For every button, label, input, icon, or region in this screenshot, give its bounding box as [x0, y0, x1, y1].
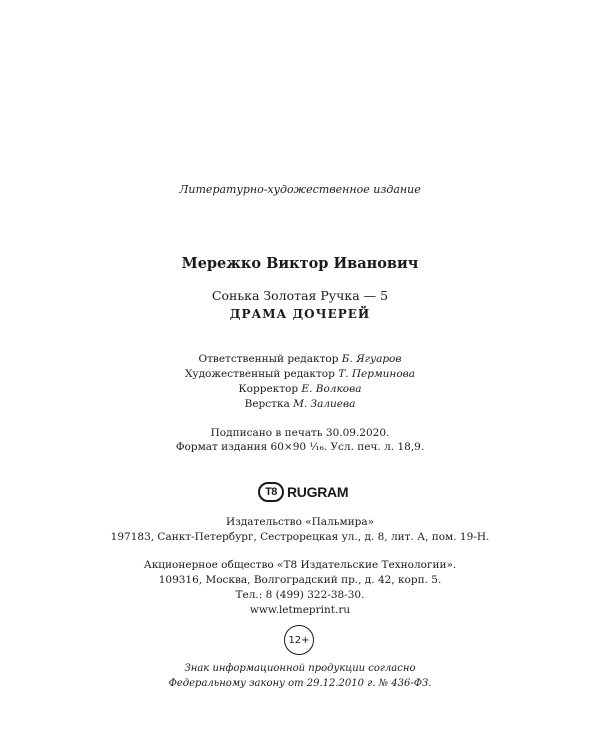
- print-info-block: [0, 426, 600, 454]
- credits-block: [0, 352, 600, 412]
- law-notice-line: Знак информационной продукции согласно: [184, 663, 416, 674]
- credit-role: Корректор: [238, 383, 299, 395]
- age-rating-badge: 12+: [284, 625, 314, 655]
- t8-logo-icon: T8: [258, 482, 284, 502]
- credit-person: Е. Волкова: [301, 383, 362, 395]
- printer-name: Акционерное общество «Т8 Издательские Технологии».: [143, 559, 457, 571]
- printer-website[interactable]: www.letmeprint.ru: [249, 604, 351, 616]
- publisher-address: 197183, Санкт-Петербург, Сестрорецкая ул., д. 8, лит. А, пом. 19-Н.: [110, 531, 490, 543]
- author-name: Мережко Виктор Иванович: [181, 255, 419, 272]
- publisher-name: Издательство «Пальмира»: [225, 516, 375, 528]
- printer-address: 109316, Москва, Волгоградский пр., д. 42, корп. 5.: [158, 574, 442, 586]
- credit-person: Т. Перминова: [338, 368, 416, 380]
- book-title: Сонька Золотая Ручка — 5: [211, 288, 389, 303]
- credit-line: [0, 397, 600, 412]
- credit-person: М. Залиева: [293, 398, 356, 410]
- law-notice-block: [0, 661, 600, 691]
- publication-genre: Литературно-художественное издание: [179, 183, 421, 196]
- rugram-logo: [258, 481, 348, 503]
- publisher-block: [0, 515, 600, 545]
- credit-person: Б. Ягуаров: [341, 353, 402, 365]
- credit-role: Художественный редактор: [184, 368, 335, 380]
- printer-phone: Тел.: 8 (499) 322-38-30.: [235, 589, 365, 601]
- credit-line: [0, 352, 600, 367]
- credit-line: [0, 367, 600, 382]
- book-subtitle: ДРАМА ДОЧЕРЕЙ: [229, 307, 371, 321]
- printer-block: [0, 558, 600, 618]
- law-notice-line: Федеральному закону от 29.12.2010 г. № 436-ФЗ.: [168, 678, 432, 689]
- credit-role: Ответственный редактор: [198, 353, 339, 365]
- rugram-logo-text: RUGRAM: [287, 484, 349, 500]
- credit-role: Верстка: [244, 398, 290, 410]
- edition-format: Формат издания 60×90 ¹⁄₁₆. Усл. печ. л. 18,9.: [175, 441, 425, 453]
- signed-to-print: Подписано в печать 30.09.2020.: [210, 427, 390, 439]
- credit-line: [0, 382, 600, 397]
